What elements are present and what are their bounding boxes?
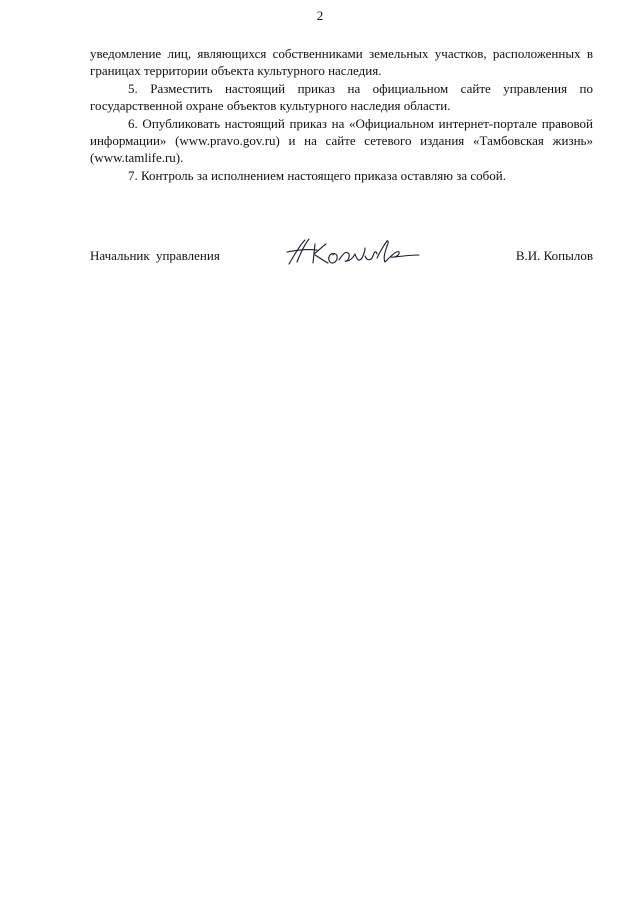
paragraph-continuation: уведомление лиц, являющихся собственниками земельных участков, расположенных в границах территории объекта культурного наследия. (90, 46, 593, 79)
paragraph-item-5: 5. Разместить настоящий приказ на официальном сайте управления по государственной охране объектов культурного наследия области. (90, 80, 593, 114)
paragraph-item-6: 6. Опубликовать настоящий приказ на «Официальном интернет-портале правовой информации» (www.pravo.gov.ru) и на сайте сетевого издания «Тамбовская жизнь» (www.tamlife.ru). (90, 115, 593, 166)
page-number: 2 (316, 8, 324, 23)
signatory-name: В.И. Копылов (515, 248, 593, 263)
paragraph-item-7: 7. Контроль за исполнением настоящего приказа оставляю за собой. (128, 167, 506, 183)
signature-block (90, 236, 593, 276)
document-body (90, 45, 593, 184)
signatory-position: Начальник управления (90, 248, 220, 263)
handwritten-signature-icon (283, 236, 423, 272)
